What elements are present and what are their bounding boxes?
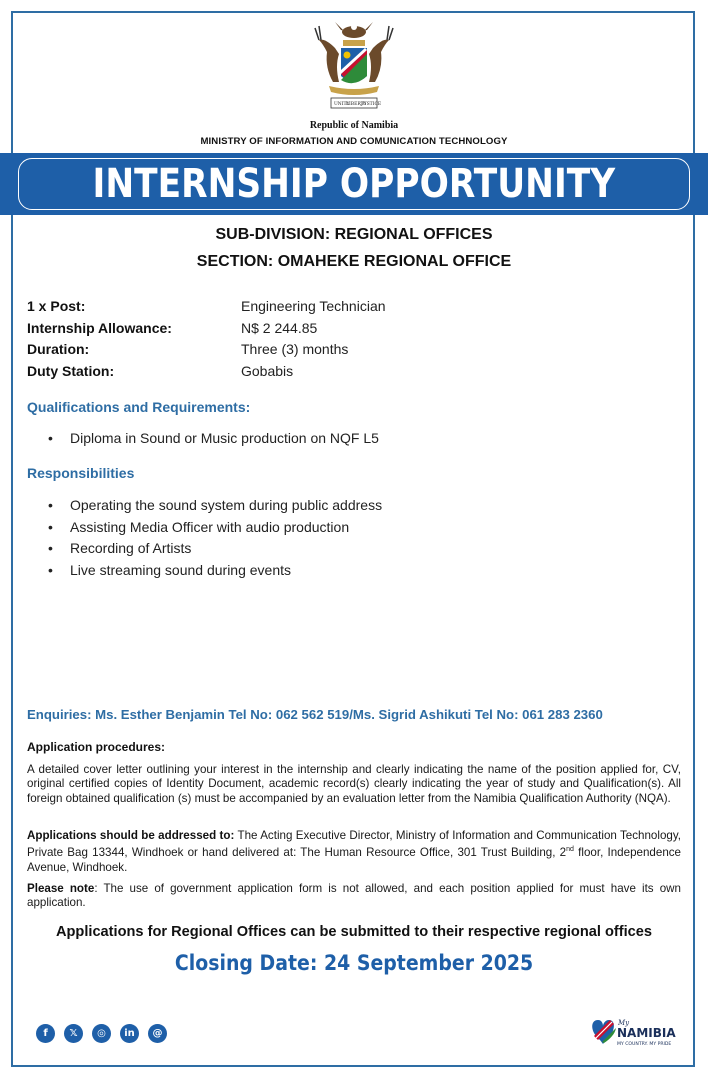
detail-row bbox=[27, 320, 386, 342]
threads-icon[interactable]: @ bbox=[148, 1024, 167, 1043]
ministry-label: MINISTRY OF INFORMATION AND COMUNICATION TECHNOLOGY bbox=[200, 136, 508, 147]
my-namibia-logo bbox=[588, 1014, 682, 1050]
responsibilities-list bbox=[48, 497, 382, 583]
linkedin-icon[interactable]: in bbox=[120, 1024, 139, 1043]
list-item: • Assisting Media Officer with audio production bbox=[48, 518, 350, 535]
list-item: • Operating the sound system during public address bbox=[48, 497, 383, 513]
application-heading: Application procedures: bbox=[27, 740, 166, 754]
detail-row bbox=[27, 298, 386, 320]
detail-value: Gobabis bbox=[241, 362, 294, 379]
detail-label: Duration: bbox=[27, 341, 90, 357]
x-icon[interactable]: 𝕏 bbox=[64, 1024, 83, 1043]
application-address-text: Applications should be addressed to: The Acting Executive Director, Ministry of Information and Communication Technology, Private Bag 13344, Windhoek or hand delivered at: The Human Resource Office, 301 Trust Building, 2nd floor, Independence Avenue, Windhoek. bbox=[27, 829, 682, 874]
instagram-icon[interactable]: ◎ bbox=[92, 1024, 111, 1043]
list-item: • Live streaming sound during events bbox=[48, 561, 292, 578]
detail-label: Duty Station: bbox=[27, 362, 115, 379]
crest-motto-justice: JUSTICE bbox=[361, 102, 382, 107]
details-list bbox=[27, 298, 386, 384]
qualifications-heading: Qualifications and Requirements: bbox=[27, 399, 251, 415]
regional-note: Applications for Regional Offices can be submitted to their respective regional offices bbox=[55, 924, 653, 940]
detail-value: Three (3) months bbox=[241, 341, 349, 357]
qualifications-list bbox=[48, 430, 379, 452]
section-heading: SECTION: OMAHEKE REGIONAL OFFICE bbox=[196, 253, 512, 270]
application-note-text: Please note: The use of government application form is not allowed, and each position applied for must have its own application. bbox=[27, 882, 681, 910]
facebook-icon[interactable]: f bbox=[36, 1024, 55, 1043]
detail-row bbox=[27, 363, 386, 385]
detail-label: 1 x Post: bbox=[27, 298, 86, 314]
detail-value: N$ 2 244.85 bbox=[241, 319, 318, 336]
application-procedure-text: A detailed cover letter outlining your interest in the internship and clearly indicating the name of the position applied for, CV, original certified copies of Identity Document, academic record(s) clearly indicating the year of study and Qualification(s). All foreign obtained qualification (s) must be accompanied by an evaluation letter from the Namibia Qualification Authority (NQA). bbox=[27, 763, 681, 805]
page-title: INTERNSHIP OPPORTUNITY bbox=[92, 161, 616, 207]
detail-value: Engineering Technician bbox=[241, 298, 386, 314]
republic-label: Republic of Namibia bbox=[309, 120, 399, 131]
enquiries-line: Enquiries: Ms. Esther Benjamin Tel No: 062 562 519/Ms. Sigrid Ashikuti Tel No: 061 283 2360 bbox=[27, 707, 603, 722]
list-item: • Recording of Artists bbox=[48, 540, 192, 556]
closing-date: Closing Date: 24 September 2025 bbox=[174, 951, 534, 975]
address-label: Applications should be addressed to: bbox=[27, 829, 235, 842]
title-banner-frame bbox=[18, 158, 690, 210]
note-label: Please note bbox=[27, 882, 95, 895]
brand-name: NAMIBIA bbox=[617, 1026, 676, 1040]
crest-motto-unity: UNITY bbox=[334, 102, 350, 107]
crest-motto-liberty: LIBERTY bbox=[346, 102, 367, 107]
list-item: • Diploma in Sound or Music production on NQF L5 bbox=[48, 430, 379, 446]
coat-of-arms-icon bbox=[305, 18, 403, 118]
detail-label: Internship Allowance: bbox=[27, 319, 172, 336]
brand-my: My bbox=[618, 1019, 630, 1027]
subdivision-heading: SUB-DIVISION: REGIONAL OFFICES bbox=[215, 226, 493, 243]
responsibilities-heading: Responsibilities bbox=[27, 465, 135, 481]
brand-tagline: MY COUNTRY. MY PRIDE bbox=[617, 1042, 672, 1047]
social-links bbox=[36, 1024, 167, 1043]
detail-row bbox=[27, 341, 386, 363]
